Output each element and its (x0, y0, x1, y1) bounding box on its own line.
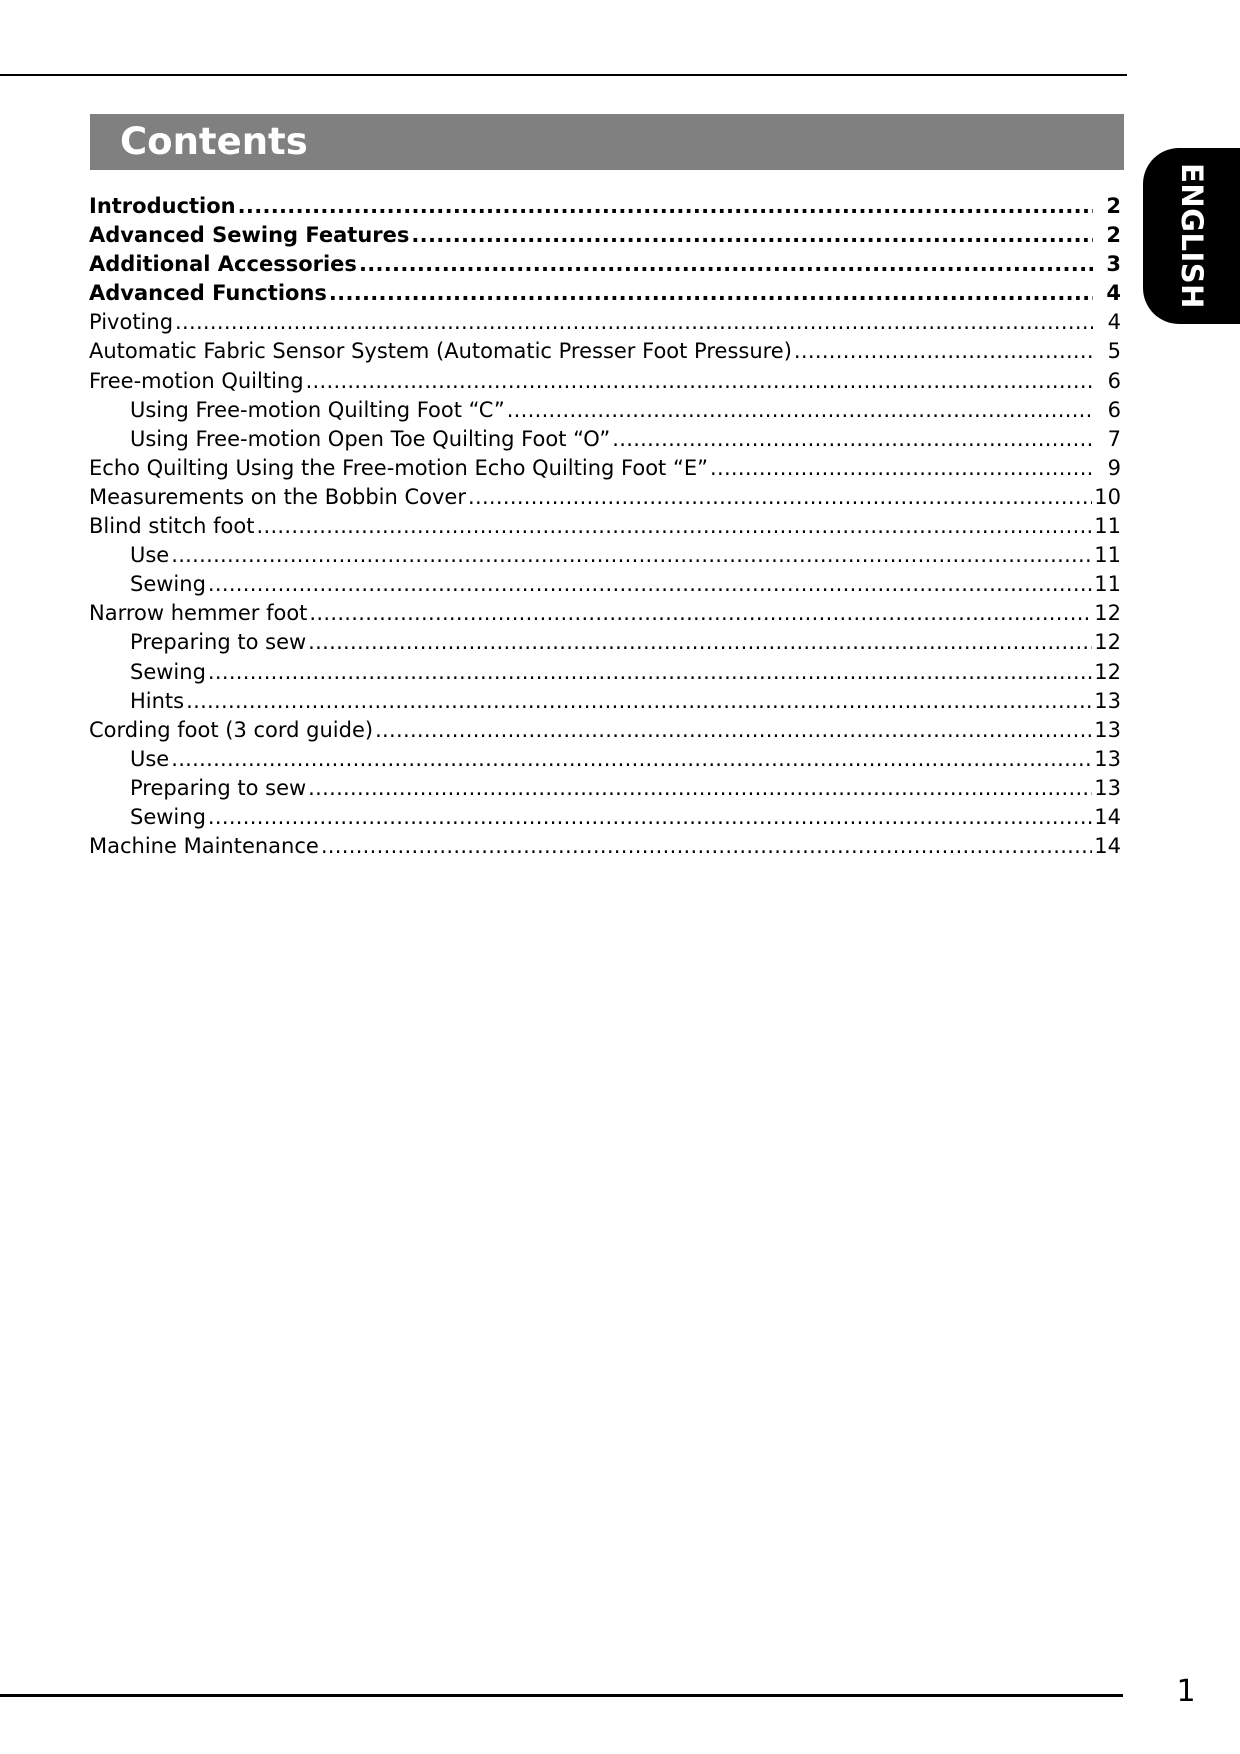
toc-dot-leader (306, 367, 1093, 396)
toc-entry[interactable] (89, 716, 1121, 745)
toc-entry[interactable] (89, 279, 1121, 308)
toc-entry-page: 6 (1107, 397, 1121, 422)
toc-entry-label: Using Free-motion Quilting Foot “C” (130, 397, 505, 422)
toc-dot-leader (175, 308, 1093, 337)
toc-entry[interactable] (89, 570, 1121, 599)
toc-entry[interactable] (89, 367, 1121, 396)
toc-entry[interactable] (89, 541, 1121, 570)
toc-entry-label: Introduction (89, 194, 236, 218)
toc-entry-label: Additional Accessories (89, 252, 357, 277)
toc-entry-page: 14 (1094, 834, 1121, 859)
toc-entry-page: 2 (1106, 194, 1121, 218)
toc-entry-label: Machine Maintenance (89, 834, 319, 859)
toc-dot-leader (208, 570, 1092, 599)
toc-entry-label: Advanced Functions (89, 281, 327, 306)
toc-entry[interactable] (89, 483, 1121, 512)
toc-entry[interactable] (89, 687, 1121, 716)
toc-entry-page: 4 (1107, 310, 1121, 335)
toc-entry[interactable] (89, 396, 1121, 425)
toc-entry-label: Sewing (130, 659, 206, 684)
toc-dot-leader (375, 716, 1092, 745)
toc-entry-label: Sewing (130, 572, 206, 597)
toc-dot-leader (329, 279, 1093, 308)
toc-entry-label: Hints (130, 688, 185, 713)
toc-dot-leader (208, 803, 1092, 832)
toc-entry[interactable] (89, 250, 1121, 279)
toc-dot-leader (411, 221, 1093, 250)
toc-entry-label: Pivoting (89, 310, 174, 335)
toc-entry-page: 13 (1094, 688, 1121, 713)
toc-entry[interactable] (89, 774, 1121, 803)
toc-dot-leader (238, 192, 1093, 221)
toc-entry-page: 4 (1106, 281, 1121, 306)
toc-entry-label: Cording foot (3 cord guide) (89, 717, 374, 742)
toc-dot-leader (507, 396, 1093, 425)
toc-dot-leader (710, 454, 1093, 483)
toc-entry[interactable] (89, 599, 1121, 628)
toc-entry-label: Measurements on the Bobbin Cover (89, 484, 466, 509)
page-number: 1 (1176, 1674, 1196, 1709)
bottom-rule (0, 1694, 1123, 1697)
toc-entry-page: 13 (1094, 775, 1121, 800)
toc-entry-label: Using Free-motion Open Toe Quilting Foot “O” (130, 426, 611, 451)
toc-entry-label: Automatic Fabric Sensor System (Automatic Presser Foot Pressure) (89, 339, 792, 364)
toc-entry-label: Use (130, 543, 170, 568)
toc-entry-page: 13 (1094, 746, 1121, 771)
toc-dot-leader (308, 774, 1092, 803)
toc-entry[interactable] (89, 192, 1121, 221)
toc-dot-leader (186, 687, 1092, 716)
toc-entry-page: 14 (1094, 804, 1121, 829)
toc-entry[interactable] (89, 337, 1121, 366)
toc-entry[interactable] (89, 832, 1121, 861)
toc-entry-page: 2 (1106, 223, 1121, 248)
toc-entry[interactable] (89, 628, 1121, 657)
toc-entry-page: 5 (1107, 339, 1121, 364)
toc-dot-leader (208, 658, 1092, 687)
toc-entry-page: 11 (1094, 543, 1121, 568)
toc-entry-page: 11 (1094, 514, 1121, 539)
toc-entry-page: 10 (1094, 484, 1121, 509)
toc-entry[interactable] (89, 308, 1121, 337)
toc-entry[interactable] (89, 221, 1121, 250)
toc-entry[interactable] (89, 425, 1121, 454)
toc-dot-leader (309, 599, 1092, 628)
toc-entry-label: Use (130, 746, 170, 771)
toc-entry-page: 11 (1094, 572, 1121, 597)
toc-entry-page: 6 (1107, 368, 1121, 393)
toc-entry[interactable] (89, 803, 1121, 832)
toc-entry-label: Sewing (130, 804, 206, 829)
contents-title-bar (90, 114, 1124, 170)
toc-entry-label: Free-motion Quilting (89, 368, 304, 393)
table-of-contents (89, 192, 1121, 861)
toc-entry-page: 9 (1107, 455, 1121, 480)
toc-entry-label: Advanced Sewing Features (89, 223, 410, 248)
toc-dot-leader (171, 541, 1092, 570)
toc-entry-label: Narrow hemmer foot (89, 601, 308, 626)
toc-dot-leader (171, 745, 1092, 774)
toc-dot-leader (308, 628, 1092, 657)
toc-entry-label: Preparing to sew (130, 630, 307, 655)
toc-entry-page: 7 (1107, 426, 1121, 451)
toc-dot-leader (257, 512, 1093, 541)
toc-dot-leader (359, 250, 1093, 279)
top-rule (0, 74, 1127, 76)
toc-dot-leader (321, 832, 1092, 861)
toc-entry[interactable] (89, 745, 1121, 774)
toc-entry-label: Echo Quilting Using the Free-motion Echo Quilting Foot “E” (89, 455, 708, 480)
toc-dot-leader (612, 425, 1093, 454)
language-tab-label: ENGLISH (1174, 163, 1209, 309)
toc-entry-page: 12 (1094, 659, 1121, 684)
toc-entry-page: 12 (1094, 601, 1121, 626)
toc-entry-label: Blind stitch foot (89, 514, 255, 539)
toc-dot-leader (468, 483, 1092, 512)
toc-entry[interactable] (89, 658, 1121, 687)
toc-entry[interactable] (89, 454, 1121, 483)
language-tab (1143, 148, 1240, 324)
toc-entry-page: 13 (1094, 717, 1121, 742)
toc-entry-page: 3 (1106, 252, 1121, 277)
toc-dot-leader (794, 337, 1093, 366)
page-title: Contents (120, 120, 308, 163)
toc-entry-page: 12 (1094, 630, 1121, 655)
toc-entry[interactable] (89, 512, 1121, 541)
toc-entry-label: Preparing to sew (130, 775, 307, 800)
